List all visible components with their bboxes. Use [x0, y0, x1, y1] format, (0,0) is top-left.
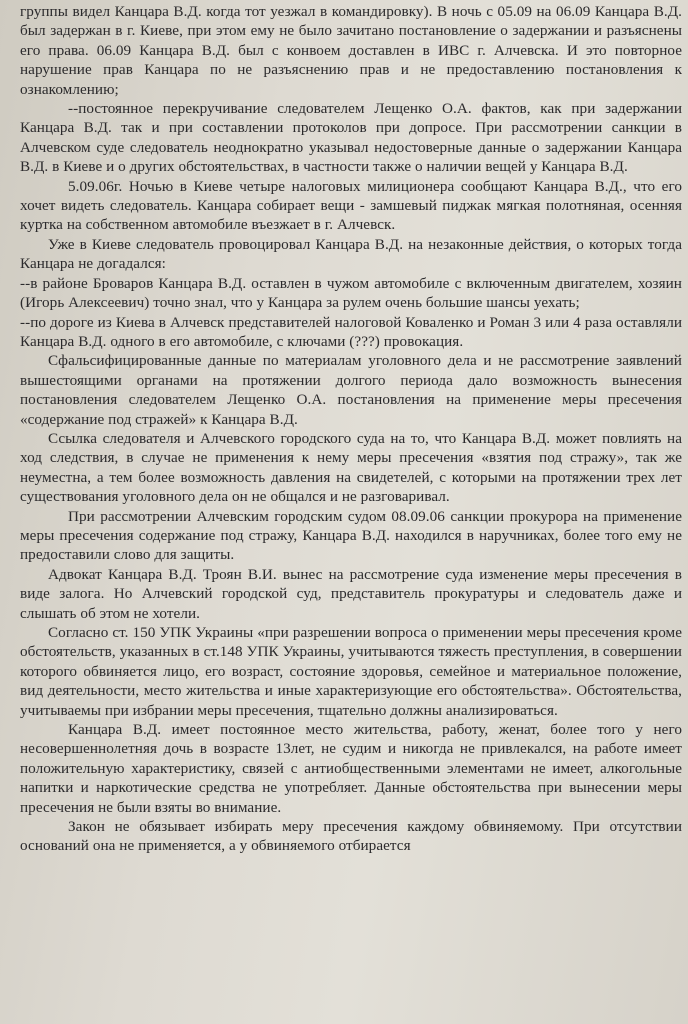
paragraph-7: Сфальсифицированные данные по материалам уголовного дела и не рассмотрение заявлений вышестоящими органами на протяжении долгого периода дало возможность вынесения постановления следователем Лещенко О.А. постановления на применение меры пресечения «содержание под стражей» к Канцара В.Д.	[20, 352, 682, 428]
paragraph-11: Согласно ст. 150 УПК Украины «при разрешении вопроса о применении меры пресечения кроме обстоятельств, указанных в ст.148 УПК Украины, учитываются тяжесть преступления, в совершении которого обвиняется лицо, его возраст, состояние здоровья, семейное и материальное положение, вид деятельности, место жительства и иные характеризующие его обстоятельства». Обстоятельства, учитываемы при избрании меры пресечения, тщательно должны анализироваться.	[20, 624, 682, 719]
paragraph-3: 5.09.06г. Ночью в Киеве четыре налоговых милиционера сообщают Канцара В.Д., что его хочет видеть следователь. Канцара собирает вещи - замшевый пиджак мягкая полотняная, осенняя куртка на собственном автомобиле въезжает в г. Алчевск.	[20, 177, 682, 234]
paragraph-2: --постоянное перекручивание следователем Лещенко О.А. фактов, как при задержании Канцара В.Д. так и при составлении протоколов при допросе. При рассмотрении санкции в Алчевском суде следователь неоднократно указывал недостоверные данные о задержании Канцара В.Д. в Киеве и о других обстоятельствах, в частности также о наличии вещей у Канцара В.Д.	[20, 100, 682, 176]
paragraph-1: группы видел Канцара В.Д. когда тот уезжал в командировку). В ночь с 05.09 на 06.09 Канцара В.Д. был задержан в г. Киеве, при этом ему не было зачитано постановление о задержании и разъяснены его права. 06.09 Канцара В.Д. был с конвоем доставлен в ИВС г. Алчевска. И это повторное нарушение прав Канцара по не разъяснению прав и не предоставлению постановления к ознакомлению;	[20, 3, 682, 98]
paragraph-5: --в районе Броваров Канцара В.Д. оставлен в чужом автомобиле с включенным двигателем, хозяин (Игорь Алексеевич) точно знал, что у Канцара за рулем очень большие шансы уехать;	[20, 274, 682, 312]
paragraph-10: Адвокат Канцара В.Д. Троян В.И. вынес на рассмотрение суда изменение меры пресечения в виде залога. Но Алчевский городской суд, представитель прокуратуры и следователь даже и слышать об этом не хотели.	[20, 565, 682, 622]
paragraph-6: --по дороге из Киева в Алчевск представителей налоговой Коваленко и Роман 3 или 4 раза оставляли Канцара В.Д. одного в его автомобиле, с ключами (???) провокация.	[20, 313, 682, 350]
paragraph-13: Закон не обязывает избирать меру пресечения каждому обвиняемому. При отсутствии оснований она не применяется, а у обвиняемого отбирается	[20, 818, 682, 855]
paragraph-4: Уже в Киеве следователь провоцировал Канцара В.Д. на незаконные действия, о которых тогда Канцара не догадался:	[20, 235, 682, 273]
paragraph-12: Канцара В.Д. имеет постоянное место жительства, работу, женат, более того у него несовершеннолетняя дочь в возрасте 13лет, не судим и никогда не привлекался, на работе имеет положительную характеристику, связей с антиобщественными элементами не имеет, алкогольные напитки и наркотические средства не употребляет. Данные обстоятельства при вынесении меры пресечения не были взяты во внимание.	[20, 721, 682, 816]
paragraph-9: При рассмотрении Алчевским городским судом 08.09.06 санкции прокурора на применение меры пресечения содержание под стражу, Канцара В.Д. находился в наручниках, более того ему не предоставили слово для защиты.	[20, 507, 682, 564]
paragraph-8: Ссылка следователя и Алчевского городского суда на то, что Канцара В.Д. может повлиять на ход следствия, в случае не применения к нему меры пресечения «взятия под стражу», так же неуместна, а тем более возможность давления на свидетелей, с которыми на протяжении трех лет существования уголовного дела он не общался и не разговаривал.	[20, 429, 682, 506]
